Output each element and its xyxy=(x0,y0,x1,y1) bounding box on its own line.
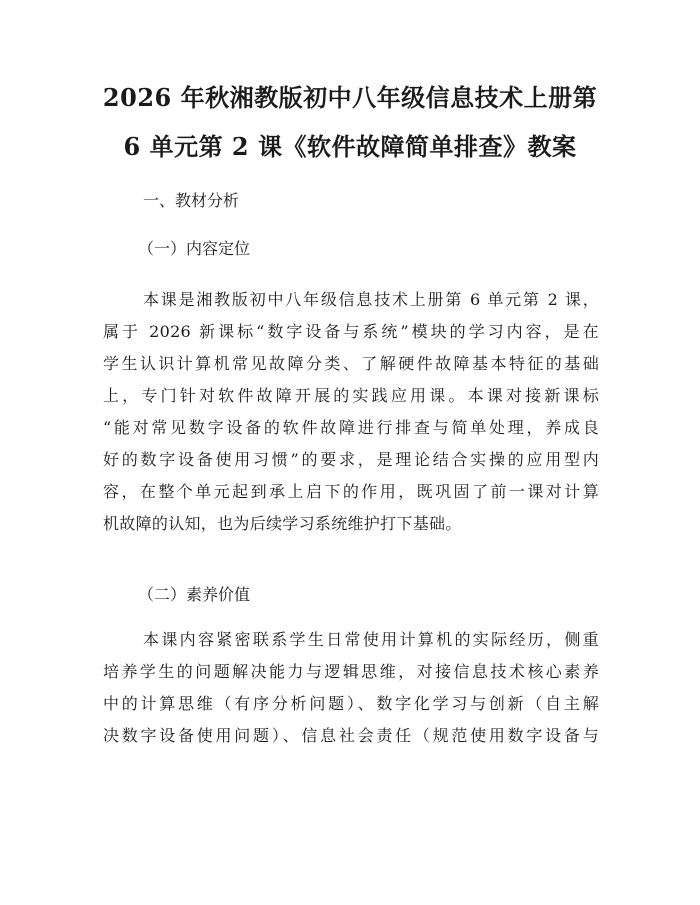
paragraph-line: 培养学生的问题解决能力与逻辑思维，对接信息技术核心素养 xyxy=(103,662,599,681)
subsection-heading-content-positioning: （一）内容定位 xyxy=(138,239,251,258)
paragraph-line: 上，专门针对软件故障开展的实践应用课。本课对接新课标 xyxy=(103,386,599,405)
paragraph-line: 决数字设备使用问题）、信息社会责任（规范使用数字设备与 xyxy=(103,726,599,745)
document-title-line-1: 2026 年秋湘教版初中八年级信息技术上册第 xyxy=(102,83,598,112)
subsection-heading-literacy-value: （二）素养价值 xyxy=(138,585,251,604)
paragraph-line: 本课是湘教版初中八年级信息技术上册第 6 单元第 2 课， xyxy=(143,290,599,309)
paragraph-line: 本课内容紧密联系学生日常使用计算机的实际经历，侧重 xyxy=(143,630,599,649)
paragraph-line: 属于 2026 新课标“数字设备与系统”模块的学习内容，是在 xyxy=(103,322,599,341)
paragraph-line: “能对常见数字设备的软件故障进行排查与简单处理，养成良 xyxy=(103,418,599,437)
section-heading-textbook-analysis: 一、教材分析 xyxy=(143,191,240,210)
paragraph-line: 容，在整个单元起到承上启下的作用，既巩固了前一课对计算 xyxy=(103,482,599,501)
paragraph-line: 中的计算思维（有序分析问题）、数字化学习与创新（自主解 xyxy=(103,694,599,713)
paragraph-line: 机故障的认知，也为后续学习系统维护打下基础。 xyxy=(103,514,462,533)
paragraph-line: 学生认识计算机常见故障分类、了解硬件故障基本特征的基础 xyxy=(103,354,599,373)
paragraph-line: 好的数字设备使用习惯”的要求，是理论结合实操的应用型内 xyxy=(103,450,599,469)
document-title-line-2: 6 单元第 2 课《软件故障简单排查》教案 xyxy=(123,132,577,161)
